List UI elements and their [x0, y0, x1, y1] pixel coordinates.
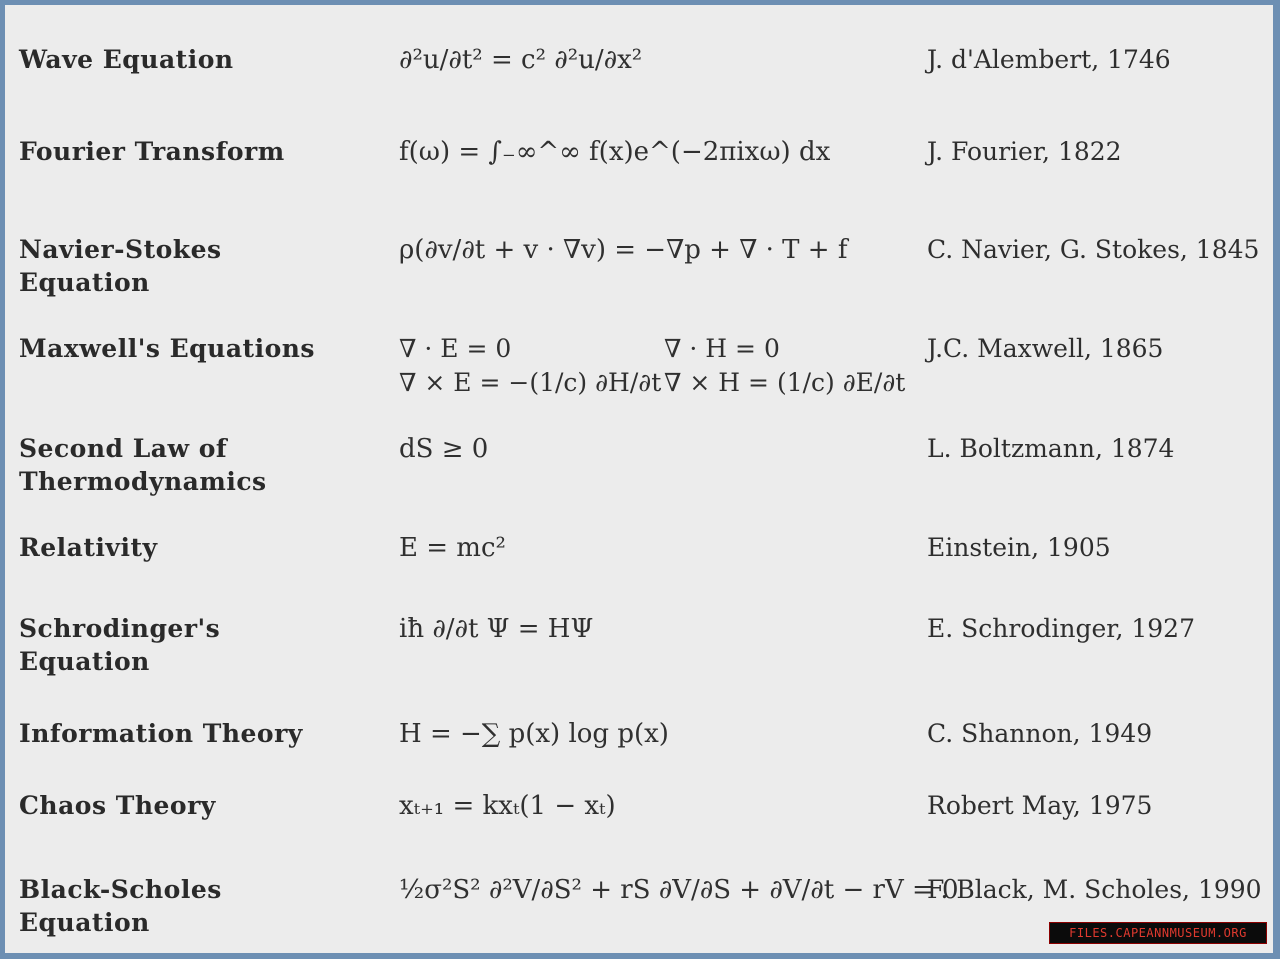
equation-formula — [399, 233, 847, 267]
equation-name-line: Equation — [19, 908, 150, 937]
equation-name — [19, 432, 267, 498]
formula-cell: ∇ · E = 0 — [399, 334, 512, 363]
equation-formula — [399, 135, 830, 169]
formula-line: ½σ²S² ∂²V/∂S² + rS ∂V/∂S + ∂V/∂t − rV = 0 — [399, 875, 959, 905]
equation-formula — [399, 432, 488, 466]
equation-name — [19, 135, 285, 168]
equation-name — [19, 531, 158, 564]
formula-line: E = mc² — [399, 533, 506, 563]
equation-author: F. Black, M. Scholes, 1990 — [927, 875, 1262, 904]
equation-author: J. Fourier, 1822 — [927, 137, 1122, 166]
equation-name-line: Information Theory — [19, 719, 303, 748]
formula-line: ∂²u/∂t² = c² ∂²u/∂x² — [399, 45, 643, 75]
equation-formula — [399, 43, 642, 77]
formula-line: f(ω) = ∫₋∞^∞ f(x)e^(−2πixω) dx — [399, 137, 831, 167]
equation-author: E. Schrodinger, 1927 — [927, 614, 1195, 643]
equation-formula — [399, 717, 669, 751]
equation-name-line: Thermodynamics — [19, 467, 267, 496]
equation-name-line: Fourier Transform — [19, 137, 285, 166]
equation-name-line: Second Law of — [19, 434, 228, 463]
equation-name-line: Black-Scholes — [19, 875, 222, 904]
equation-name — [19, 233, 222, 299]
equation-author: L. Boltzmann, 1874 — [927, 434, 1175, 463]
equation-name — [19, 789, 216, 822]
equation-author: C. Shannon, 1949 — [927, 719, 1153, 748]
equation-name-line: Chaos Theory — [19, 791, 216, 820]
formula-line: H = −∑ p(x) log p(x) — [399, 719, 669, 749]
equation-author: J.C. Maxwell, 1865 — [927, 334, 1164, 363]
equation-name — [19, 717, 303, 750]
equations-table — [5, 5, 1273, 953]
equation-author: Einstein, 1905 — [927, 533, 1111, 562]
equation-author: J. d'Alembert, 1746 — [927, 45, 1171, 74]
equation-name-line: Relativity — [19, 533, 158, 562]
formula-line: iħ ∂/∂t Ψ = HΨ — [399, 614, 594, 644]
equation-author: C. Navier, G. Stokes, 1845 — [927, 235, 1260, 264]
equation-name — [19, 332, 315, 365]
equation-name — [19, 612, 220, 678]
formula-line: xₜ₊₁ = kxₜ(1 − xₜ) — [399, 791, 616, 821]
watermark-label: FILES.CAPEANNMUSEUM.ORG — [1049, 922, 1267, 944]
equation-author: Robert May, 1975 — [927, 791, 1153, 820]
equation-formula — [399, 332, 929, 400]
equation-formula — [399, 789, 616, 823]
equation-name-line: Schrodinger's — [19, 614, 221, 643]
equation-name-line: Navier-Stokes — [19, 235, 222, 264]
formula-line — [399, 366, 929, 400]
equation-name-line: Equation — [19, 268, 150, 297]
equation-name-line: Equation — [19, 647, 150, 676]
formula-line — [399, 332, 929, 366]
equation-formula — [399, 612, 593, 646]
equation-name — [19, 873, 222, 939]
equation-formula — [399, 873, 959, 907]
formula-cell: ∇ × H = (1/c) ∂E/∂t — [664, 368, 906, 397]
formula-line: ρ(∂v/∂t + v · ∇v) = −∇p + ∇ · T + f — [399, 235, 848, 265]
formula-line: dS ≥ 0 — [399, 434, 489, 464]
formula-cell: ∇ · H = 0 — [664, 334, 780, 363]
formula-cell: ∇ × E = −(1/c) ∂H/∂t — [399, 368, 662, 397]
equation-name — [19, 43, 234, 76]
equation-name-line: Wave Equation — [19, 45, 234, 74]
equation-name-line: Maxwell's Equations — [19, 334, 316, 363]
equation-formula — [399, 531, 506, 565]
